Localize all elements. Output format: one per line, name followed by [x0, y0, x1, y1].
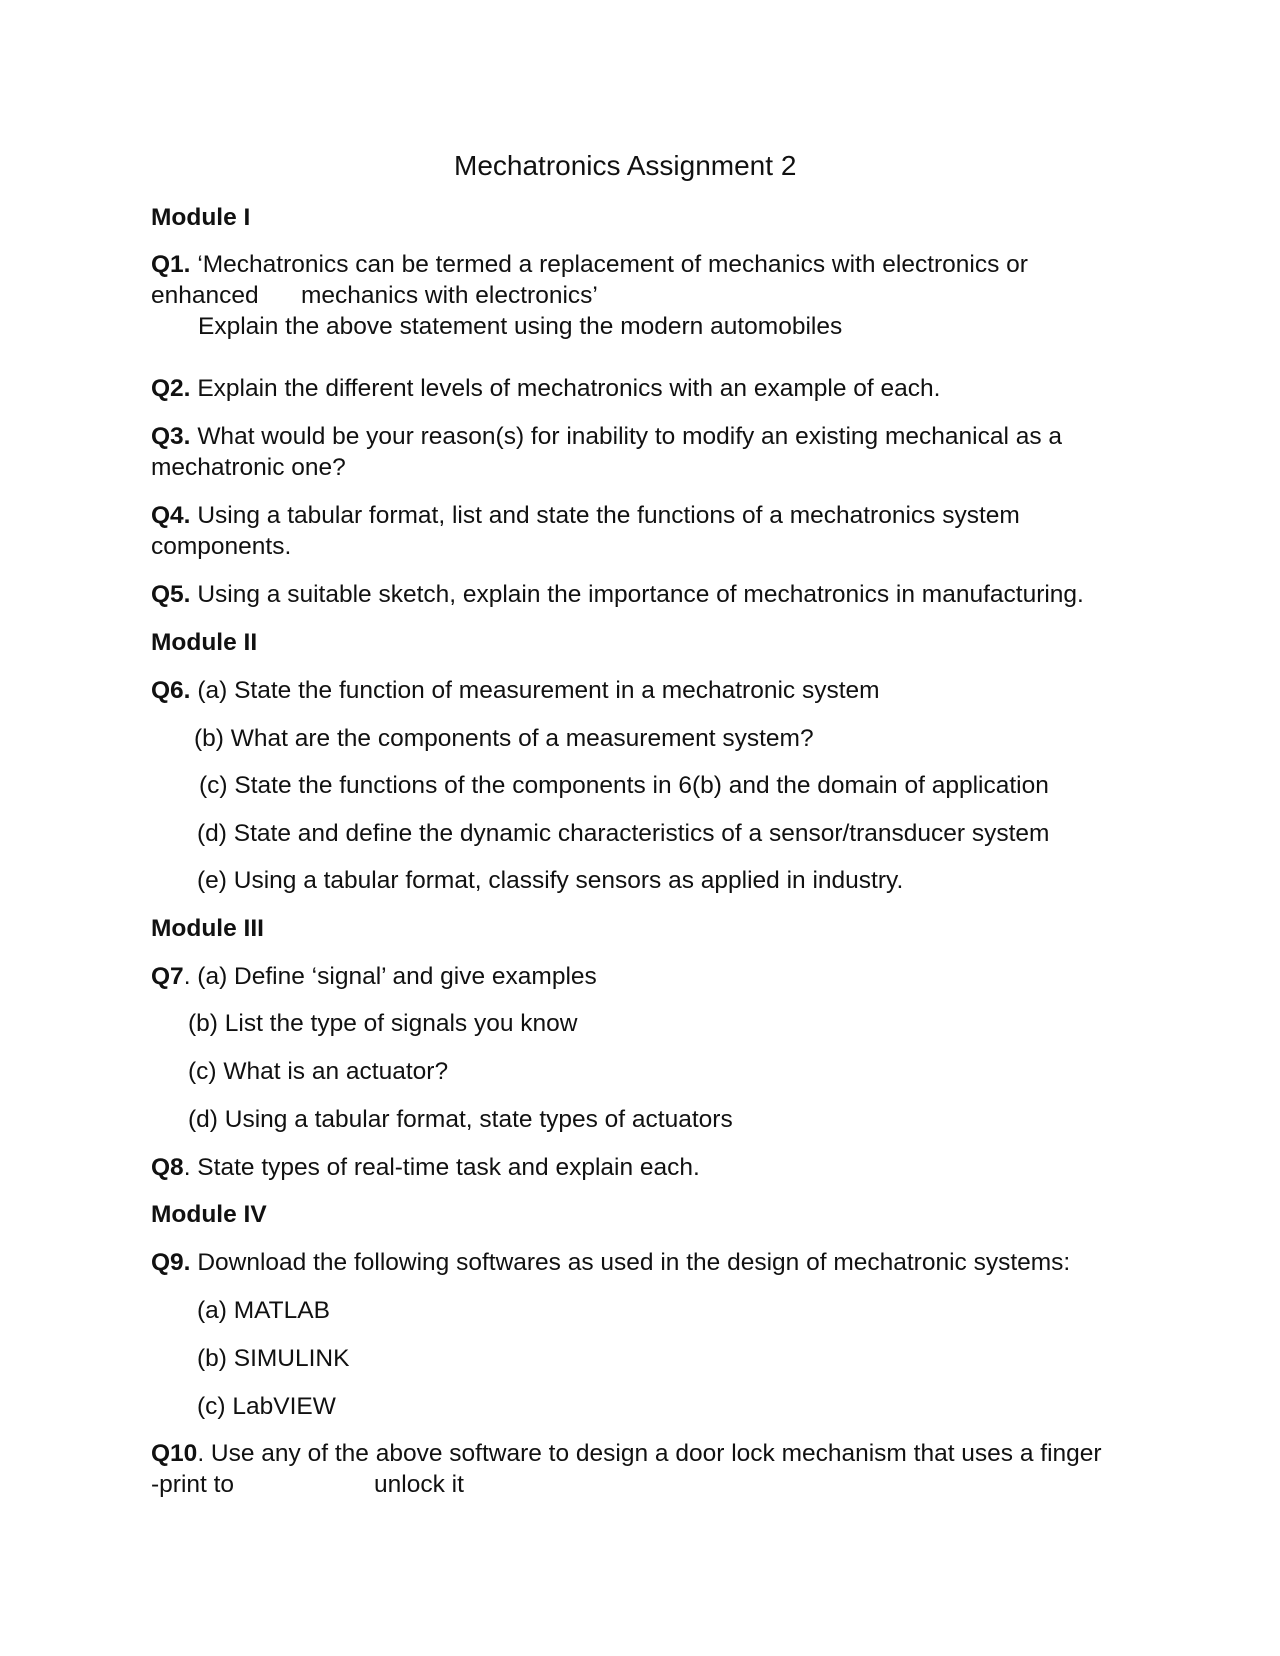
module-3-heading: Module III	[151, 915, 264, 942]
q1-line-2b: mechanics with electronics’	[301, 282, 598, 309]
q8-line	[151, 1153, 700, 1183]
q6-line-c: (c) State the functions of the components in 6(b) and the domain of application	[199, 772, 1049, 799]
module-2-heading: Module II	[151, 629, 258, 656]
q7-line-b: (b) List the type of signals you know	[188, 1010, 578, 1037]
q6-line-b: (b) What are the components of a measurement system?	[194, 725, 814, 752]
q6-line-e: (e) Using a tabular format, classify sensors as applied in industry.	[197, 867, 904, 894]
q1-number: Q1.	[151, 251, 191, 278]
q9-item-c: (c) LabVIEW	[197, 1393, 336, 1420]
q3-line-2: mechatronic one?	[151, 454, 346, 481]
q7-line-d: (d) Using a tabular format, state types of actuators	[188, 1106, 733, 1133]
q8-number: Q8	[151, 1154, 184, 1181]
q3-line-1	[151, 422, 1062, 452]
q6-line-d: (d) State and define the dynamic characteristics of a sensor/transducer system	[197, 820, 1050, 847]
q10-number: Q10	[151, 1440, 198, 1467]
q9-item-a: (a) MATLAB	[197, 1297, 330, 1324]
q2-line	[151, 374, 940, 404]
module-1-heading: Module I	[151, 204, 251, 231]
q3-text-1: What would be your reason(s) for inability to modify an existing mechanical as a	[197, 423, 1063, 450]
page-title: Mechatronics Assignment 2	[454, 150, 797, 181]
q4-text-1: Using a tabular format, list and state the functions of a mechatronics system	[197, 502, 1020, 529]
q5-text: Using a suitable sketch, explain the importance of mechatronics in manufacturing.	[197, 581, 1084, 608]
q1-line-1	[151, 250, 1028, 280]
module-4-heading: Module IV	[151, 1201, 267, 1228]
q10-line-2a: -print to	[151, 1471, 235, 1498]
q9-line	[151, 1248, 1070, 1278]
q10-line-1	[151, 1439, 1102, 1469]
q9-item-b: (b) SIMULINK	[197, 1345, 350, 1372]
q1-text-1: ‘Mechatronics can be termed a replacement of mechanics with electronics or	[197, 251, 1028, 278]
q7-line-a	[151, 962, 597, 992]
q5-line	[151, 580, 1084, 610]
q2-number: Q2.	[151, 375, 191, 402]
q10-line-2b: unlock it	[374, 1471, 464, 1498]
q2-text: Explain the different levels of mechatronics with an example of each.	[197, 375, 941, 402]
q7-text-a: . (a) Define ‘signal’ and give examples	[183, 963, 597, 990]
q7-line-c: (c) What is an actuator?	[188, 1058, 449, 1085]
q8-text: . State types of real-time task and explain each.	[183, 1154, 700, 1181]
q7-number: Q7	[151, 963, 184, 990]
q4-line-1	[151, 501, 1020, 531]
q5-number: Q5.	[151, 581, 191, 608]
q4-line-2: components.	[151, 533, 292, 560]
q6-line-a	[151, 676, 880, 706]
q1-line-3: Explain the above statement using the modern automobiles	[198, 313, 843, 340]
q10-text-1: . Use any of the above software to design a door lock mechanism that uses a finger	[197, 1440, 1102, 1467]
q9-text: Download the following softwares as used in the design of mechatronic systems:	[197, 1249, 1071, 1276]
q6-text-a: (a) State the function of measurement in a mechatronic system	[197, 677, 880, 704]
q6-number: Q6.	[151, 677, 191, 704]
q4-number: Q4.	[151, 502, 191, 529]
q3-number: Q3.	[151, 423, 191, 450]
q1-line-2a: enhanced	[151, 282, 259, 309]
q9-number: Q9.	[151, 1249, 191, 1276]
